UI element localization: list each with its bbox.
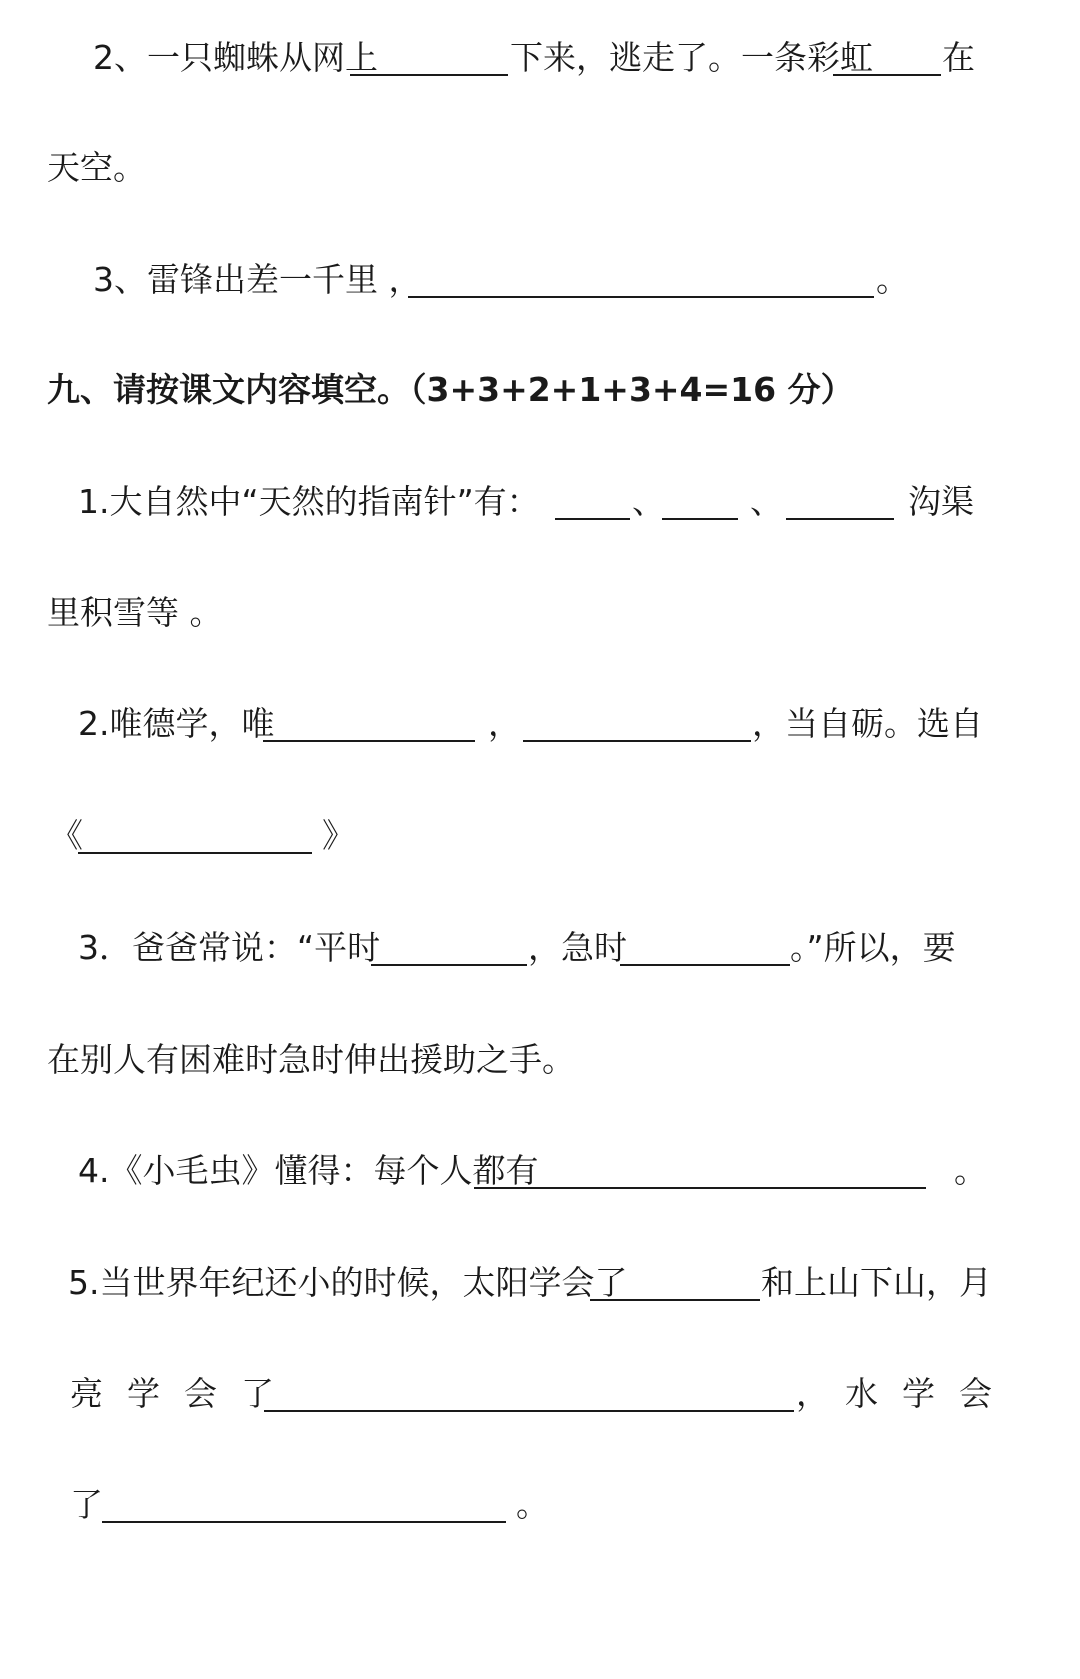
- q9-item3-line1: [0, 920, 1080, 976]
- q8-item2-text: 天空。: [47, 148, 146, 187]
- q8-item2-text: 2、一只蜘蛛从网上: [93, 38, 378, 77]
- q8-item3-line: [0, 252, 1080, 308]
- q9-item1-line1: [0, 474, 1080, 530]
- q9-item4-text: 。: [954, 1151, 987, 1190]
- book-title-open-quote: 《: [50, 816, 83, 855]
- q9-item1-text: 1.大自然中“天然的指南针”有：: [78, 482, 540, 521]
- q8-item2-line1: [0, 30, 1080, 86]
- q8-item3-blank[interactable]: [408, 296, 874, 298]
- q8-item2-text: 在: [942, 38, 975, 77]
- q8-item3-text: 3、雷锋出差一千里 ，: [93, 260, 422, 299]
- q9-item5-text: 水学会: [845, 1374, 1016, 1413]
- q8-item2-blank-2[interactable]: [833, 74, 941, 76]
- q9-item3-text: 在别人有困难时急时伸出援助之手。: [47, 1040, 575, 1079]
- q9-item2-line1: [0, 696, 1080, 752]
- q9-item2-text: ，当自砺。选自: [752, 704, 983, 743]
- q9-item1-line2: [0, 585, 1080, 641]
- q9-item5-text: 了: [70, 1485, 103, 1524]
- q8-item2-text: 下来，逃走了。一条彩虹: [510, 38, 873, 77]
- q9-item5-text: 。: [516, 1485, 549, 1524]
- q9-item5-text: 亮学会了: [70, 1374, 298, 1413]
- q9-item3-text: ，急时: [528, 928, 627, 967]
- q9-item1-blank-3[interactable]: [786, 518, 894, 520]
- q9-item4-blank[interactable]: [474, 1187, 926, 1189]
- q9-item2-blank-3[interactable]: [78, 852, 312, 854]
- q9-item5-line1: [0, 1255, 1080, 1311]
- q9-item5-blank-1[interactable]: [590, 1299, 760, 1301]
- section-nine-heading: [0, 362, 1080, 418]
- q9-item1-text: 沟渠: [908, 482, 974, 521]
- q9-item5-blank-2[interactable]: [264, 1410, 794, 1412]
- q9-item4-text: 4.《小毛虫》懂得：每个人都有: [78, 1151, 539, 1190]
- section-nine-title: 九、请按课文内容填空。（3+3+2+1+3+4=16 分）: [47, 370, 854, 409]
- q9-item3-line2: [0, 1032, 1080, 1088]
- q9-item1-sep: 、: [750, 482, 783, 521]
- book-title-close-quote: 》: [322, 816, 355, 855]
- q9-item1-blank-2[interactable]: [662, 518, 738, 520]
- q9-item5-line2: [0, 1366, 1080, 1422]
- q9-item3-blank-1[interactable]: [371, 964, 527, 966]
- q9-item5-blank-3[interactable]: [102, 1521, 506, 1523]
- q8-item3-text: 。: [876, 260, 909, 299]
- q9-item3-blank-2[interactable]: [620, 964, 790, 966]
- q9-item3-text: 。”所以，要: [790, 928, 956, 967]
- q9-item1-text: 里积雪等 。: [47, 593, 223, 632]
- q9-item2-text: 2.唯德学，唯: [78, 704, 275, 743]
- q9-item4-line: [0, 1143, 1080, 1199]
- q9-item1-sep: 、: [632, 482, 665, 521]
- q9-item2-blank-1[interactable]: [263, 740, 475, 742]
- q9-item2-line2: [0, 808, 1080, 864]
- q9-item5-text: ，: [796, 1374, 829, 1413]
- q8-item2-blank-1[interactable]: [350, 74, 508, 76]
- q9-item1-blank-1[interactable]: [555, 518, 630, 520]
- q9-item5-text: 和上山下山，月: [761, 1263, 992, 1302]
- q9-item5-line3: [0, 1477, 1080, 1533]
- q8-item2-line2: [0, 140, 1080, 196]
- q9-item2-blank-2[interactable]: [523, 740, 751, 742]
- q9-item2-sep: ，: [488, 704, 521, 743]
- q9-item3-text: 3．爸爸常说：“平时: [78, 928, 381, 967]
- q9-item5-text: 5.当世界年纪还小的时候，太阳学会了: [68, 1263, 628, 1302]
